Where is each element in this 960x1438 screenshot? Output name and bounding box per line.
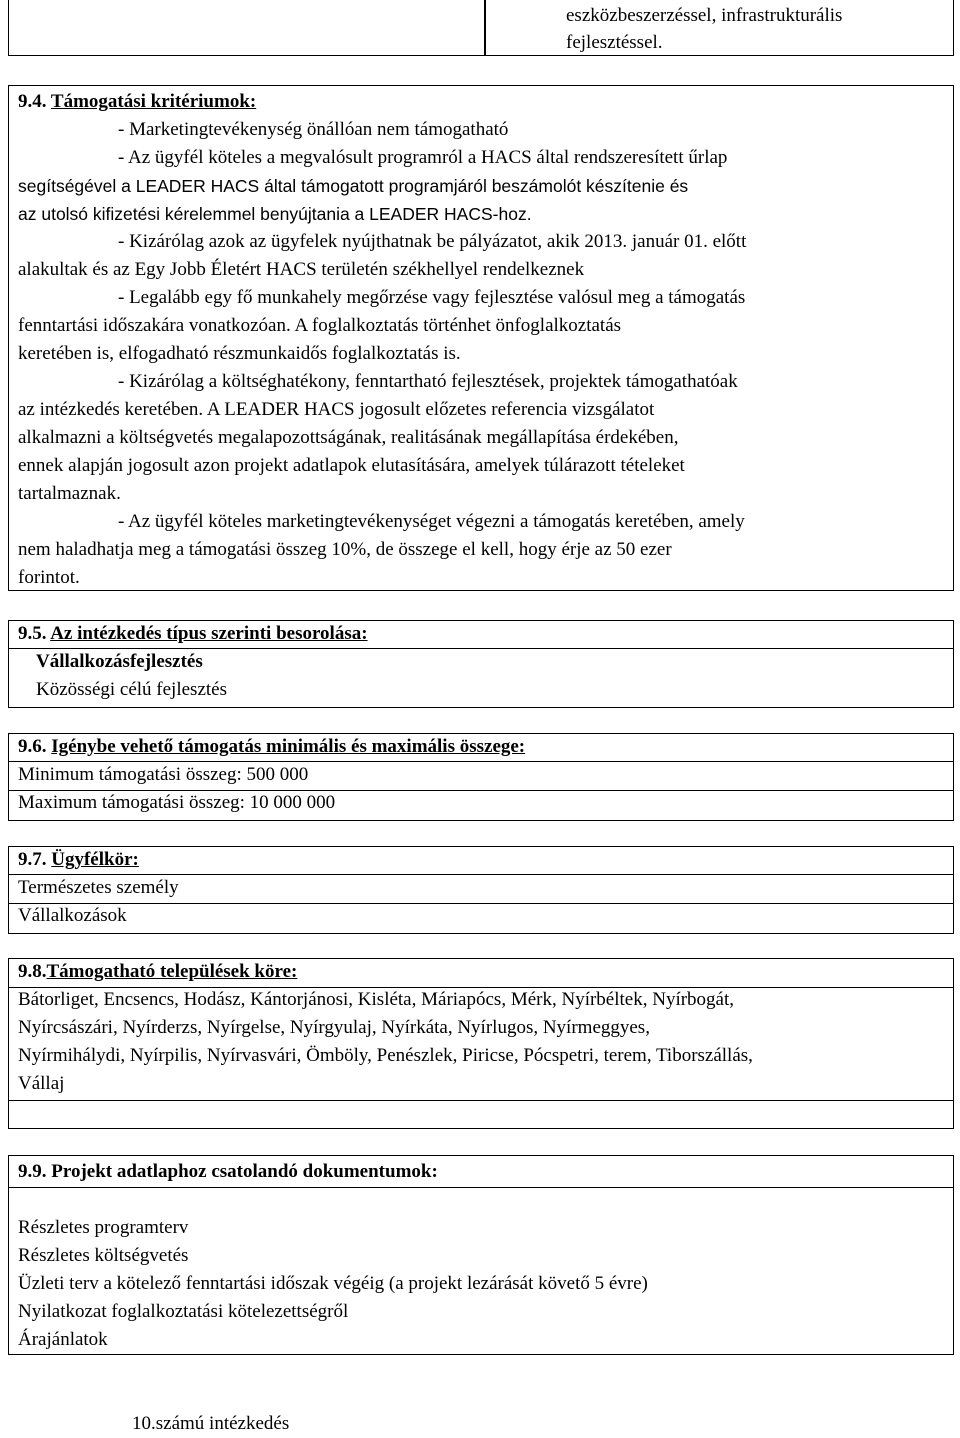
section-9-6-heading: [18, 733, 942, 761]
criteria-line-16: nem haladhatja meg a támogatási összeg 10%, de összege el kell, hogy érje az 50 ezer: [18, 539, 672, 560]
min-amount: Minimum támogatási összeg: 500 000: [18, 764, 309, 785]
section-9-4-content: [18, 88, 942, 592]
criteria-line-3: segítségével a LEADER HACS által támogatott programjáról beszámolót készítenie és: [18, 176, 689, 196]
section-9-5-heading: [18, 620, 942, 648]
document-item: Üzleti terv a kötelező fenntartási időszak végéig (a projekt lezárását követő 5 évre): [18, 1273, 648, 1294]
criteria-line-5: - Kizárólag azok az ügyfelek nyújthatnak be pályázatot, akik 2013. január 01. előtt: [118, 231, 747, 252]
criteria-line-15: - Az ügyfél köteles marketingtevékenységet végezni a támogatás keretében, amely: [118, 511, 745, 532]
section-9-7-title: Ügyfélkör:: [51, 849, 139, 870]
section-9-4-number: 9.4.: [18, 91, 47, 112]
top-cell-line-2: fejlesztéssel.: [566, 32, 663, 53]
criteria-line-12: alkalmazni a költségvetés megalapozottságának, realitásának megállapítása érdekében,: [18, 427, 679, 448]
section-9-8-heading: [18, 958, 942, 986]
classification-item-1: Vállalkozásfejlesztés: [36, 651, 203, 672]
criteria-line-9: keretében is, elfogadható részmunkaidős foglalkoztatás is.: [18, 343, 461, 364]
top-table-cell-left: [8, 0, 486, 56]
max-amount: Maximum támogatási összeg: 10 000 000: [18, 792, 336, 813]
section-9-6-title: Igénybe vehető támogatás minimális és maximális összege:: [51, 736, 526, 757]
section-9-7-heading: [18, 846, 942, 874]
criteria-line-17: forintot.: [18, 567, 80, 588]
top-cell-line-1: eszközbeszerzéssel, infrastrukturális: [566, 5, 843, 26]
next-measure-footer: 10.számú intézkedés: [132, 1413, 290, 1434]
section-9-8-content: [18, 958, 942, 1098]
section-9-8-number: 9.8.: [18, 961, 47, 982]
section-9-8-title: Támogatható települések köre:: [46, 961, 298, 982]
section-9-5-number: 9.5.: [18, 623, 47, 644]
settlements-line-2: Nyírcsászári, Nyírderzs, Nyírgelse, Nyírgyulaj, Nyírkáta, Nyírlugos, Nyírmeggyes,: [18, 1017, 650, 1038]
criteria-line-1: - Marketingtevékenység önállóan nem támogatható: [118, 119, 509, 140]
section-9-5-content: [18, 620, 942, 704]
criteria-line-7: - Legalább egy fő munkahely megőrzése vagy fejlesztése valósul meg a támogatás: [118, 287, 746, 308]
section-9-6-number: 9.6.: [18, 736, 47, 757]
criteria-line-4: az utolsó kifizetési kérelemmel benyújtania a LEADER HACS-hoz.: [18, 204, 532, 224]
settlements-line-4: Vállaj: [18, 1073, 65, 1094]
criteria-line-14: tartalmaznak.: [18, 483, 121, 504]
section-9-8-divider-2: [8, 1100, 954, 1101]
section-9-7-content: [18, 846, 942, 930]
client-type-1: Természetes személy: [18, 877, 179, 898]
document-item: Nyilatkozat foglalkoztatási kötelezettségről: [18, 1301, 349, 1322]
section-9-4-title: Támogatási kritériumok:: [50, 91, 257, 112]
section-9-6-content: [18, 733, 942, 817]
client-type-2: Vállalkozások: [18, 905, 127, 926]
criteria-line-6: alakultak és az Egy Jobb Életért HACS területén székhellyel rendelkeznek: [18, 259, 585, 280]
section-9-7-number: 9.7.: [18, 849, 47, 870]
section-9-5-title: Az intézkedés típus szerinti besorolása:: [50, 623, 368, 644]
section-9-4-heading: [18, 88, 942, 116]
criteria-line-13: ennek alapján jogosult azon projekt adatlapok elutasítására, amelyek túlárazott tételeket: [18, 455, 685, 476]
settlements-line-3: Nyírmihálydi, Nyírpilis, Nyírvasvári, Ömböly, Penészlek, Piricse, Pócspetri, terem, Tiborszállás,: [18, 1045, 753, 1066]
classification-item-2: Közösségi célú fejlesztés: [36, 679, 227, 700]
document-item: Árajánlatok: [18, 1329, 108, 1350]
settlements-line-1: Bátorliget, Encsencs, Hodász, Kántorjánosi, Kisléta, Máriapócs, Mérk, Nyírbéltek, Nyírbogát,: [18, 989, 735, 1010]
section-9-9-heading: 9.9. Projekt adatlaphoz csatolandó dokumentumok:: [18, 1161, 438, 1182]
document-item: Részletes programterv: [18, 1217, 189, 1238]
criteria-line-10: - Kizárólag a költséghatékony, fenntartható fejlesztések, projektek támogathatóak: [118, 371, 738, 392]
documents-list: [18, 1214, 942, 1354]
criteria-line-2: - Az ügyfél köteles a megvalósult programról a HACS által rendszeresített űrlap: [118, 147, 728, 168]
criteria-line-8: fenntartási időszakára vonatkozóan. A foglalkoztatás történhet önfoglalkoztatás: [18, 315, 622, 336]
document-item: Részletes költségvetés: [18, 1245, 189, 1266]
criteria-line-11: az intézkedés keretében. A LEADER HACS jogosult előzetes referencia vizsgálatot: [18, 399, 655, 420]
section-9-9-divider: [8, 1187, 954, 1188]
